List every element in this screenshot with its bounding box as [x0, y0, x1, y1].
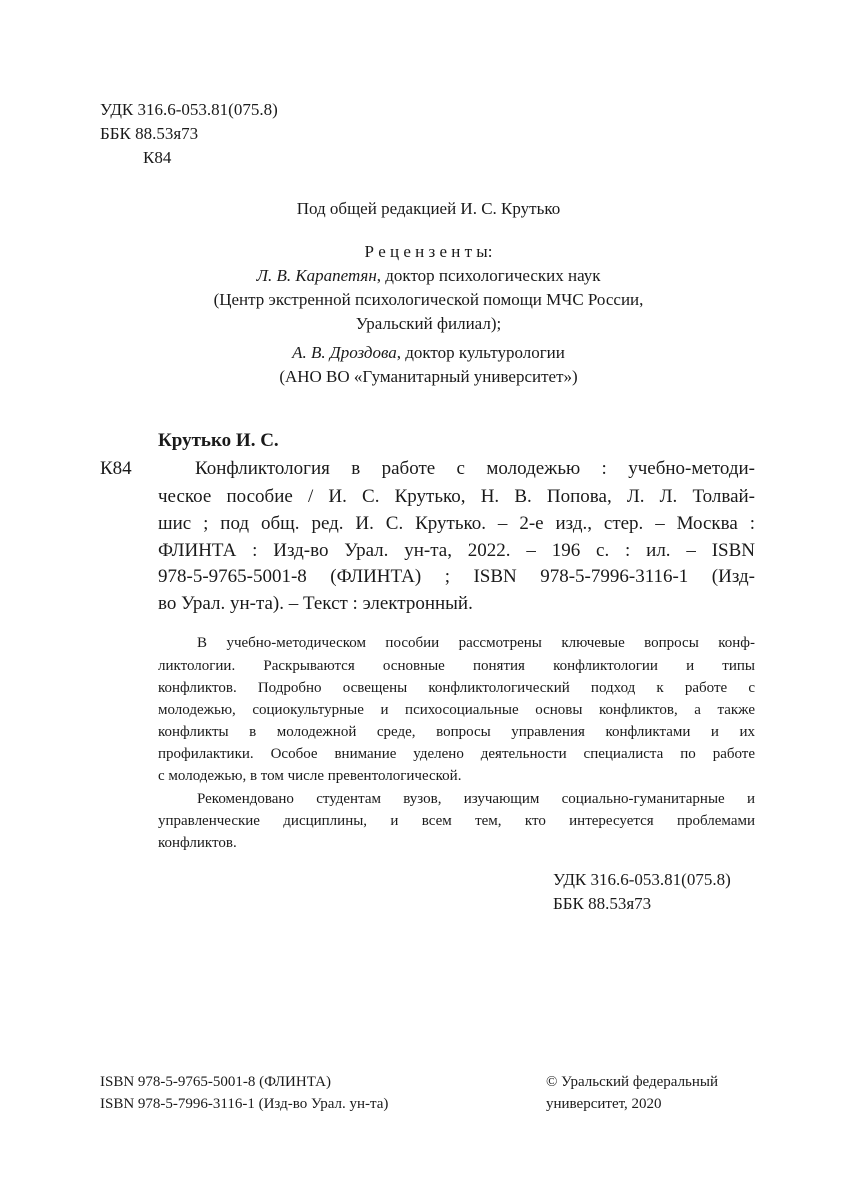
copyright-line-2: университет, 2020: [546, 1096, 662, 1112]
author-code-top: К84: [143, 148, 172, 167]
bib-code: К84: [100, 458, 132, 479]
reviewer-2: [0, 341, 857, 365]
bib-author: Крутько И. С.: [158, 430, 279, 451]
abstract-line-9: управленческие дисциплины, и всем тем, кто интересуется проблемами: [158, 813, 755, 829]
bbk-bottom: ББК 88.53я73: [553, 894, 652, 913]
bib-line-6: во Урал. ун-та). – Текст : электронный.: [158, 593, 473, 614]
abstract-line-1: В учебно-методическом пособии рассмотрены ключевые вопросы конф-: [197, 635, 755, 651]
abstract-line-4: молодежью, социокультурные и психосоциальные основы конфликтов, а также: [158, 702, 755, 718]
reviewer-1-name: Л. В. Карапетян: [256, 266, 377, 285]
reviewer-2-org: (АНО ВО «Гуманитарный университет»): [279, 367, 578, 386]
reviewer-1: [0, 264, 857, 288]
bbk-top: ББК 88.53я73: [100, 124, 199, 143]
udk-top: УДК 316.6-053.81(075.8): [100, 100, 278, 119]
reviewers-heading: Р е ц е н з е н т ы:: [364, 242, 493, 261]
reviewer-2-title: , доктор культурологии: [396, 343, 565, 362]
reviewer-1-title: , доктор психологических наук: [376, 266, 601, 285]
bib-line-1: Конфликтология в работе с молодежью : учебно-методи-: [195, 458, 755, 479]
reviewer-1-org-line1: (Центр экстренной психологической помощи МЧС России,: [213, 290, 644, 309]
abstract-line-3: конфликтов. Подробно освещены конфликтологический подход к работе с: [158, 680, 755, 696]
bib-line-3: шис ; под общ. ред. И. С. Крутько. – 2-е изд., стер. – Москва :: [158, 513, 755, 534]
editor-line: Под общей редакцией И. С. Крутько: [296, 199, 561, 218]
copyright-line-1: © Уральский федеральный: [546, 1074, 719, 1090]
isbn-ural: ISBN 978-5-7996-3116-1 (Изд-во Урал. ун-та): [100, 1096, 389, 1112]
reviewer-1-org-line2: Уральский филиал);: [355, 314, 502, 333]
reviewer-2-name: А. В. Дроздова: [292, 343, 397, 362]
bib-line-4: ФЛИНТА : Изд-во Урал. ун-та, 2022. – 196 с. : ил. – ISBN: [158, 540, 755, 561]
abstract-line-10: конфликтов.: [158, 835, 237, 851]
abstract-line-5: конфликты в молодежной среде, вопросы управления конфликтами и их: [158, 724, 755, 740]
abstract-line-6: профилактики. Особое внимание уделено деятельности специалиста по работе: [158, 746, 755, 762]
bib-line-2: ческое пособие / И. С. Крутько, Н. В. Попова, Л. Л. Толвай-: [158, 486, 755, 507]
bib-line-5: 978-5-9765-5001-8 (ФЛИНТА) ; ISBN 978-5-7996-3116-1 (Изд-: [158, 566, 755, 587]
isbn-flinta: ISBN 978-5-9765-5001-8 (ФЛИНТА): [100, 1074, 331, 1090]
abstract-line-8: Рекомендовано студентам вузов, изучающим социально-гуманитарные и: [197, 791, 755, 807]
abstract-line-7: с молодежью, в том числе превентологической.: [158, 768, 462, 784]
udk-bottom: УДК 316.6-053.81(075.8): [553, 870, 731, 889]
abstract-line-2: ликтологии. Раскрываются основные понятия конфликтологии и типы: [158, 658, 755, 674]
